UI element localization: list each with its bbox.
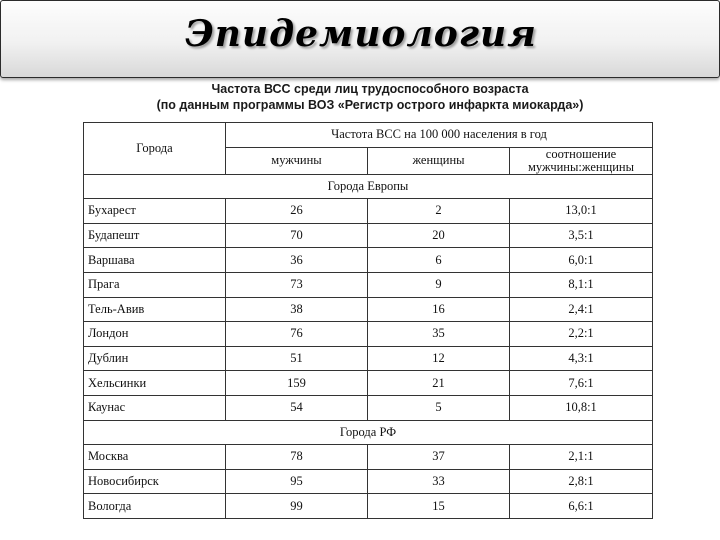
city-cell: Вологда — [84, 494, 226, 519]
section-title: Города Европы — [84, 174, 653, 199]
men-cell: 73 — [226, 272, 368, 297]
header-frequency-group: Частота ВСС на 100 000 населения в год — [226, 123, 653, 148]
table-row — [84, 297, 653, 322]
table-row — [84, 445, 653, 470]
men-cell: 99 — [226, 494, 368, 519]
table-row — [84, 469, 653, 494]
women-cell: 15 — [368, 494, 510, 519]
header-ratio: соотношение мужчины:женщины — [510, 147, 653, 174]
city-cell: Дублин — [84, 346, 226, 371]
men-cell: 38 — [226, 297, 368, 322]
men-cell: 78 — [226, 445, 368, 470]
table-caption-line2: (по данным программы ВОЗ «Регистр острого инфаркта миокарда») — [156, 98, 584, 112]
city-cell: Лондон — [84, 322, 226, 347]
ratio-cell: 8,1:1 — [510, 272, 653, 297]
table-row — [84, 199, 653, 224]
section-row — [84, 420, 653, 445]
city-cell: Новосибирск — [84, 469, 226, 494]
table-caption-line1: Частота ВСС среди лиц трудоспособного возраста — [211, 82, 529, 96]
header-men: мужчины — [226, 147, 368, 174]
ratio-cell: 6,6:1 — [510, 494, 653, 519]
city-cell: Варшава — [84, 248, 226, 273]
city-cell: Хельсинки — [84, 371, 226, 396]
women-cell: 9 — [368, 272, 510, 297]
header-city: Города — [84, 123, 226, 175]
table-row — [84, 371, 653, 396]
city-cell: Будапешт — [84, 223, 226, 248]
men-cell: 54 — [226, 395, 368, 420]
section-title: Города РФ — [84, 420, 653, 445]
women-cell: 21 — [368, 371, 510, 396]
men-cell: 36 — [226, 248, 368, 273]
ratio-cell: 3,5:1 — [510, 223, 653, 248]
women-cell: 20 — [368, 223, 510, 248]
ratio-cell: 2,8:1 — [510, 469, 653, 494]
ratio-cell: 13,0:1 — [510, 199, 653, 224]
city-cell: Тель-Авив — [84, 297, 226, 322]
women-cell: 2 — [368, 199, 510, 224]
header-row-top — [84, 123, 653, 148]
title-bar — [0, 0, 720, 78]
men-cell: 51 — [226, 346, 368, 371]
city-cell: Прага — [84, 272, 226, 297]
table-row — [84, 322, 653, 347]
header-women: женщины — [368, 147, 510, 174]
city-cell: Каунас — [84, 395, 226, 420]
table-row — [84, 223, 653, 248]
ratio-cell: 2,1:1 — [510, 445, 653, 470]
men-cell: 26 — [226, 199, 368, 224]
women-cell: 12 — [368, 346, 510, 371]
section-row — [84, 174, 653, 199]
slide-title: Эпидемиология — [185, 13, 537, 55]
ratio-cell: 4,3:1 — [510, 346, 653, 371]
ratio-cell: 6,0:1 — [510, 248, 653, 273]
women-cell: 37 — [368, 445, 510, 470]
ratio-cell: 10,8:1 — [510, 395, 653, 420]
table-row — [84, 346, 653, 371]
women-cell: 35 — [368, 322, 510, 347]
men-cell: 159 — [226, 371, 368, 396]
men-cell: 95 — [226, 469, 368, 494]
men-cell: 76 — [226, 322, 368, 347]
women-cell: 5 — [368, 395, 510, 420]
ratio-cell: 2,4:1 — [510, 297, 653, 322]
table-row — [84, 272, 653, 297]
table-row — [84, 395, 653, 420]
ratio-cell: 7,6:1 — [510, 371, 653, 396]
women-cell: 16 — [368, 297, 510, 322]
table-row — [84, 494, 653, 519]
women-cell: 6 — [368, 248, 510, 273]
city-cell: Бухарест — [84, 199, 226, 224]
table-row — [84, 248, 653, 273]
men-cell: 70 — [226, 223, 368, 248]
ratio-cell: 2,2:1 — [510, 322, 653, 347]
women-cell: 33 — [368, 469, 510, 494]
vss-frequency-table — [83, 122, 653, 519]
city-cell: Москва — [84, 445, 226, 470]
